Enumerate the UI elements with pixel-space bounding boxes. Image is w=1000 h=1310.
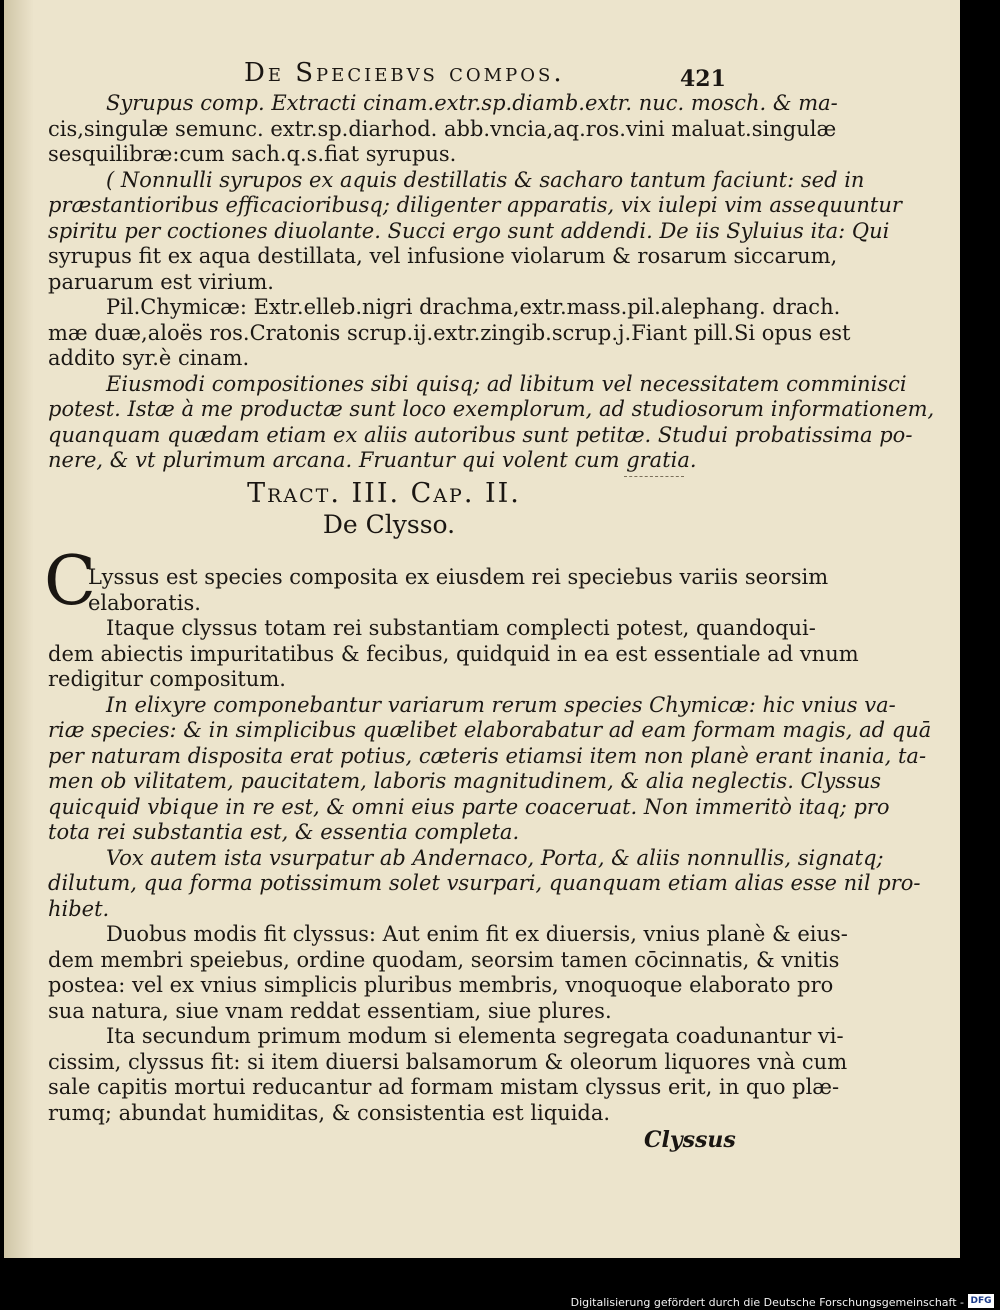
dfg-logo: DFG xyxy=(968,1294,994,1308)
text-line: ( Nonnulli syrupos ex aquis destillatis & sacharo tantum faciunt: sed in xyxy=(106,167,865,192)
text-line: quanquam quædam etiam ex aliis autoribus sunt petitæ. Studui probatissima po- xyxy=(48,422,913,447)
text-block-clyssus xyxy=(48,565,932,1127)
text-line: cis,singulæ semunc. extr.sp.diarhod. abb.vncia,aq.ros.vini maluat.singulæ xyxy=(48,116,837,141)
text-line: nere, & vt plurimum arcana. Fruantur qui volent cum gratia. xyxy=(48,448,697,472)
text-line: Itaque clyssus totam rei substantiam complecti potest, quandoqui- xyxy=(106,616,816,640)
text-line: redigitur compositum. xyxy=(48,667,286,691)
text-line: elaboratis. xyxy=(88,590,201,615)
text-line: postea: vel ex vnius simplicis pluribus membris, vnoquoque elaborato pro xyxy=(48,973,834,997)
text-line: dilutum, qua forma potissimum solet vsurpari, quanquam etiam alias esse nil pro- xyxy=(48,871,921,895)
text-line: sua natura, siue vnam reddat essentiam, siue plures. xyxy=(48,998,612,1023)
text-line: Lyssus est species composita ex eiusdem rei speciebus variis seorsim xyxy=(88,565,829,589)
page-number: 421 xyxy=(680,66,726,92)
text-line: quicquid vbique in re est, & omni eius parte coaceruat. Non immeritò itaq; pro xyxy=(48,794,890,819)
text-line: sale capitis mortui reducantur ad formam mistam clyssus erit, in quo plæ- xyxy=(48,1075,840,1099)
chapter-heading: Tract. III. Cap. II. xyxy=(247,478,521,509)
drop-cap: C xyxy=(44,542,97,621)
text-line: Vox autem ista vsurpatur ab Andernaco, Porta, & aliis nonnullis, signatq; xyxy=(106,845,884,870)
text-line: In elixyre componebantur variarum rerum species Chymicæ: hic vnius va- xyxy=(106,692,896,717)
text-line: paruarum est virium. xyxy=(48,269,274,294)
text-line: cissim, clyssus fit: si item diuersi balsamorum & oleorum liquores vnà cum xyxy=(48,1049,848,1074)
text-line: men ob vilitatem, paucitatem, laboris magnitudinem, & alia neglectis. Clyssus xyxy=(48,769,882,793)
text-line: tota rei substantia est, & essentia completa. xyxy=(48,820,520,844)
running-head: De Speciebvs compos. xyxy=(244,58,565,88)
text-line: spiritu per coctiones diuolante. Succi ergo sunt addendi. De iis Syluius ita: Qui xyxy=(48,218,890,243)
text-line: mæ duæ,aloës ros.Cratonis scrup.ij.extr.zingib.scrup.j.Fiant pill.Si opus est xyxy=(48,320,851,345)
text-line: dem membri speiebus, ordine quodam, seorsim tamen cōcinnatis, & vnitis xyxy=(48,947,840,972)
text-line: sesquilibræ:cum sach.q.s.fiat syrupus. xyxy=(48,142,457,166)
text-block-syrupus xyxy=(48,91,935,475)
chapter-title: De Clysso. xyxy=(322,510,456,539)
text-line: Pil.Chymicæ: Extr.elleb.nigri drachma,extr.mass.pil.alephang. drach. xyxy=(106,295,841,319)
text-line: Eiusmodi compositiones sibi quisq; ad libitum vel necessitatem comminisci xyxy=(106,371,907,396)
text-line: rumq; abundat humiditas, & consistentia est liquida. xyxy=(48,1100,611,1125)
funding-credit: Digitalisierung gefördert durch die Deutsche Forschungsgemeinschaft - xyxy=(570,1296,964,1309)
text-line: potest. Istæ à me productæ sunt loco exemplorum, ad studiosorum informationem, xyxy=(48,397,935,421)
text-line: dem abiectis impuritatibus & fecibus, quidquid in ea est essentiale ad vnum xyxy=(48,641,859,666)
book-page xyxy=(4,0,960,1258)
text-line: per naturam disposita erat potius, cæteris etiamsi item non planè erant inania, ta- xyxy=(48,743,927,768)
text-line: præstantioribus efficacioribusq; diligenter apparatis, vix iulepi vim assequuntur xyxy=(48,193,902,217)
text-line: Syrupus comp. Extracti cinam.extr.sp.diamb.extr. nuc. mosch. & ma- xyxy=(106,91,838,115)
text-line: syrupus fit ex aqua destillata, vel infusione violarum & rosarum siccarum, xyxy=(48,244,838,268)
text-line: riæ species: & in simplicibus quælibet elaborabatur ad eam formam magis, ad quā xyxy=(48,718,932,742)
text-line: Ita secundum primum modum si elementa segregata coadunantur vi- xyxy=(106,1024,844,1048)
text-line: addito syr.è cinam. xyxy=(48,346,250,370)
catchword: Clyssus xyxy=(644,1127,736,1153)
text-line: hibet. xyxy=(48,896,110,921)
text-line: Duobus modis fit clyssus: Aut enim fit ex diuersis, vnius planè & eius- xyxy=(106,922,848,946)
